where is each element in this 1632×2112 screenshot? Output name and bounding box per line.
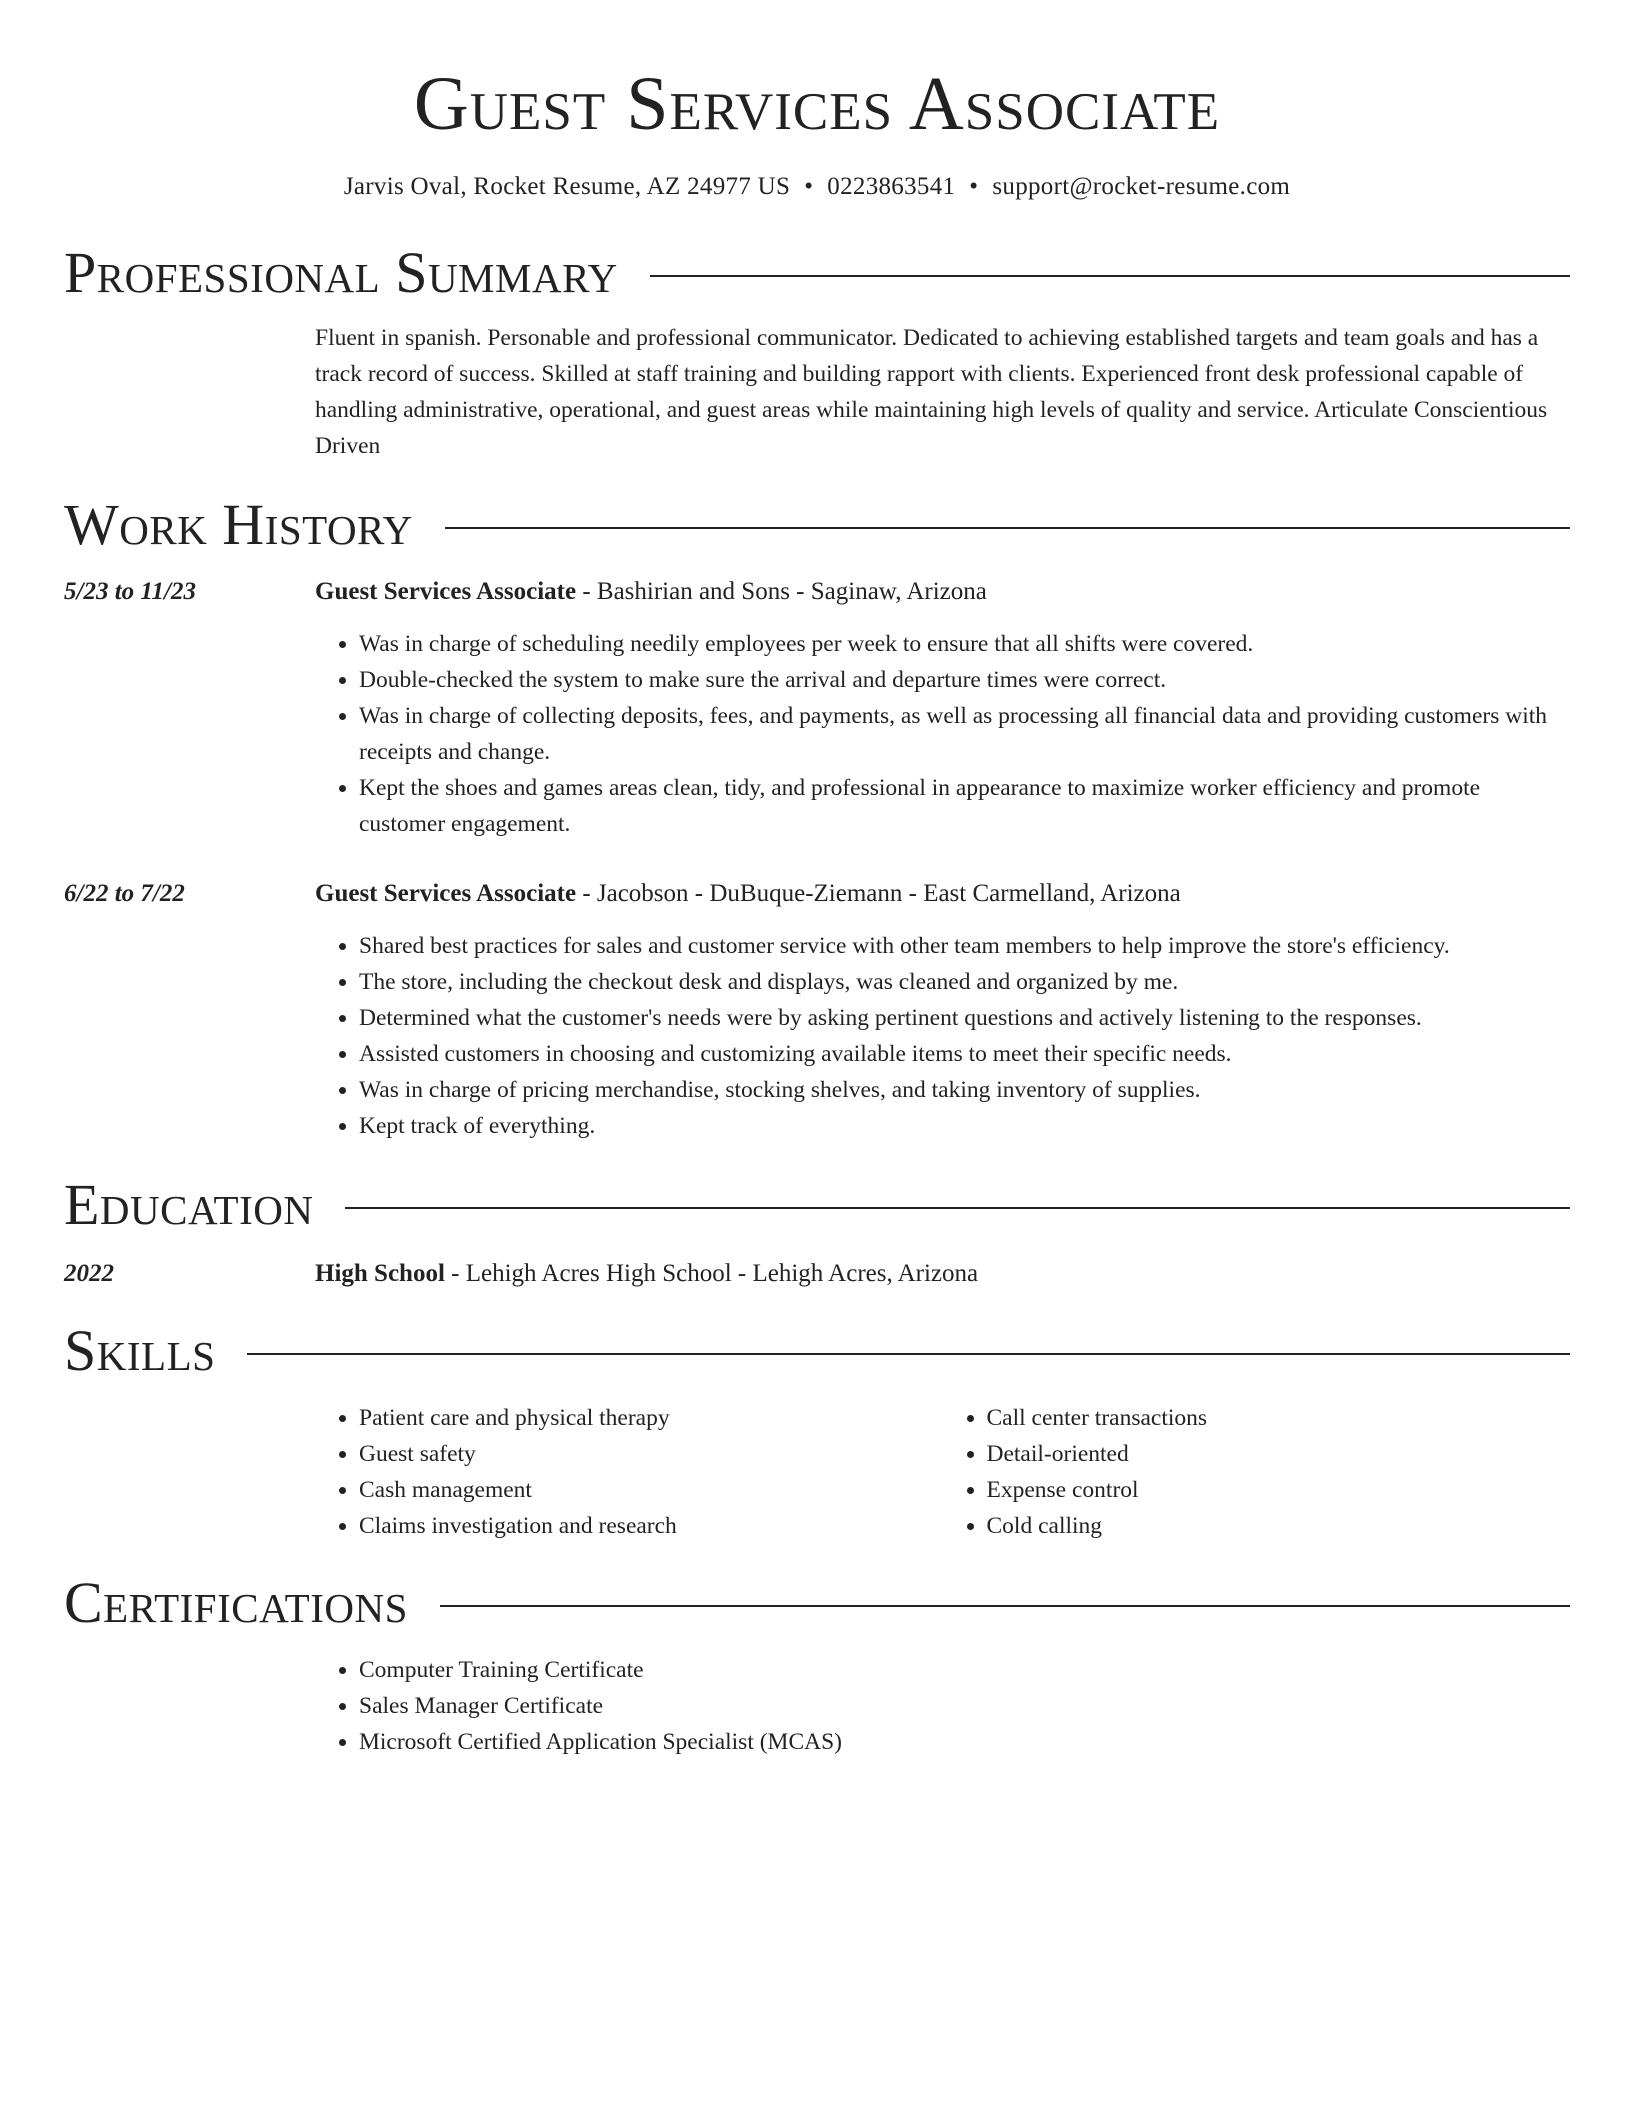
section-divider [345,1207,1570,1209]
job-details: - Jacobson - DuBuque-Ziemann - East Carmelland, Arizona [576,880,1181,907]
skills-list-left [315,1400,943,1544]
list-item: • Kept track of everything. [359,1108,1570,1144]
skill-item: • Expense control [987,1472,1571,1508]
job-entry [64,876,1570,1144]
job-title: Guest Services Associate [315,578,577,605]
job-title: Guest Services Associate [315,880,577,907]
resume-name: Guest Services Associate [413,62,1221,146]
skill-item: • Call center transactions [987,1400,1571,1436]
job-header [64,574,1570,610]
contact-address: Jarvis Oval, Rocket Resume, AZ 24977 US [343,173,791,200]
work-heading: Work History [64,492,413,557]
certification-item: • Sales Manager Certificate [359,1688,1570,1724]
certifications-wrap [315,1652,1570,1760]
skills-section-header [64,1318,1570,1384]
job-dates: 6/22 to 7/22 [64,880,185,907]
list-item: • Kept the shoes and games areas clean, tidy, and professional in appearance to maximize worker efficiency and promote customer engagement. [359,770,1570,842]
job-dates: 5/23 to 11/23 [64,578,196,605]
summary-section-header [64,240,1570,306]
skills-grid [315,1400,1570,1544]
skill-item: • Guest safety [359,1436,943,1472]
section-divider [445,527,1570,529]
education-year: 2022 [64,1260,114,1287]
education-degree: High School [315,1260,445,1287]
job-details: - Bashirian and Sons - Saginaw, Arizona [576,578,987,605]
list-item: • Was in charge of scheduling needily employees per week to ensure that all shifts were covered. [359,626,1570,662]
certification-item: • Microsoft Certified Application Specialist (MCAS) [359,1724,1570,1760]
job-title-line [315,876,1181,912]
section-divider [650,275,1570,277]
education-details: - Lehigh Acres High School - Lehigh Acres, Arizona [444,1260,979,1287]
contact-phone: 0223863541 [827,173,956,200]
contact-email: support@rocket-resume.com [992,173,1291,200]
education-line [315,1256,978,1292]
job-title-line [315,574,987,610]
section-divider [247,1353,1570,1355]
job-bullets [315,626,1570,842]
job-entry [64,574,1570,842]
list-item: • Assisted customers in choosing and customizing available items to meet their specific needs. [359,1036,1570,1072]
certifications-list [315,1652,1570,1760]
skills-list-right [943,1400,1571,1544]
skill-item: • Detail-oriented [987,1436,1571,1472]
contact-line [64,170,1570,204]
skill-item: • Claims investigation and research [359,1508,943,1544]
resume-page [64,0,1570,1760]
job-bullets [315,928,1570,1144]
list-item: • Shared best practices for sales and customer service with other team members to help improve the store's efficiency. [359,928,1570,964]
contact-separator: • [969,173,979,200]
summary-text: Fluent in spanish. Personable and professional communicator. Dedicated to achieving established targets and team goals and has a track record of success. Skilled at staff training and building rapport with clients. Experienced front desk professional capable of handling administrative, operational, and guest areas while maintaining high levels of quality and service. Articulate Conscientious Driven [315,325,1548,459]
certification-item: • Computer Training Certificate [359,1652,1570,1688]
education-section-header [64,1172,1570,1238]
certifications-section-header [64,1570,1570,1636]
summary-heading: Professional Summary [64,240,618,305]
education-heading: Education [64,1172,314,1237]
list-item: • Determined what the customer's needs were by asking pertinent questions and actively listening to the responses. [359,1000,1570,1036]
certifications-heading: Certifications [64,1570,408,1635]
job-bullets-wrap [315,626,1570,842]
education-entry [64,1256,1570,1292]
section-divider [440,1605,1570,1607]
list-item: • The store, including the checkout desk and displays, was cleaned and organized by me. [359,964,1570,1000]
skill-item: • Cold calling [987,1508,1571,1544]
skill-item: • Cash management [359,1472,943,1508]
job-bullets-wrap [315,928,1570,1144]
list-item: • Was in charge of pricing merchandise, stocking shelves, and taking inventory of supplies. [359,1072,1570,1108]
list-item: • Was in charge of collecting deposits, fees, and payments, as well as processing all financial data and providing customers with receipts and change. [359,698,1570,770]
skills-heading: Skills [64,1318,216,1383]
list-item: • Double-checked the system to make sure the arrival and departure times were correct. [359,662,1570,698]
work-section-header [64,492,1570,558]
contact-separator: • [804,173,814,200]
job-header [64,876,1570,912]
skill-item: • Patient care and physical therapy [359,1400,943,1436]
